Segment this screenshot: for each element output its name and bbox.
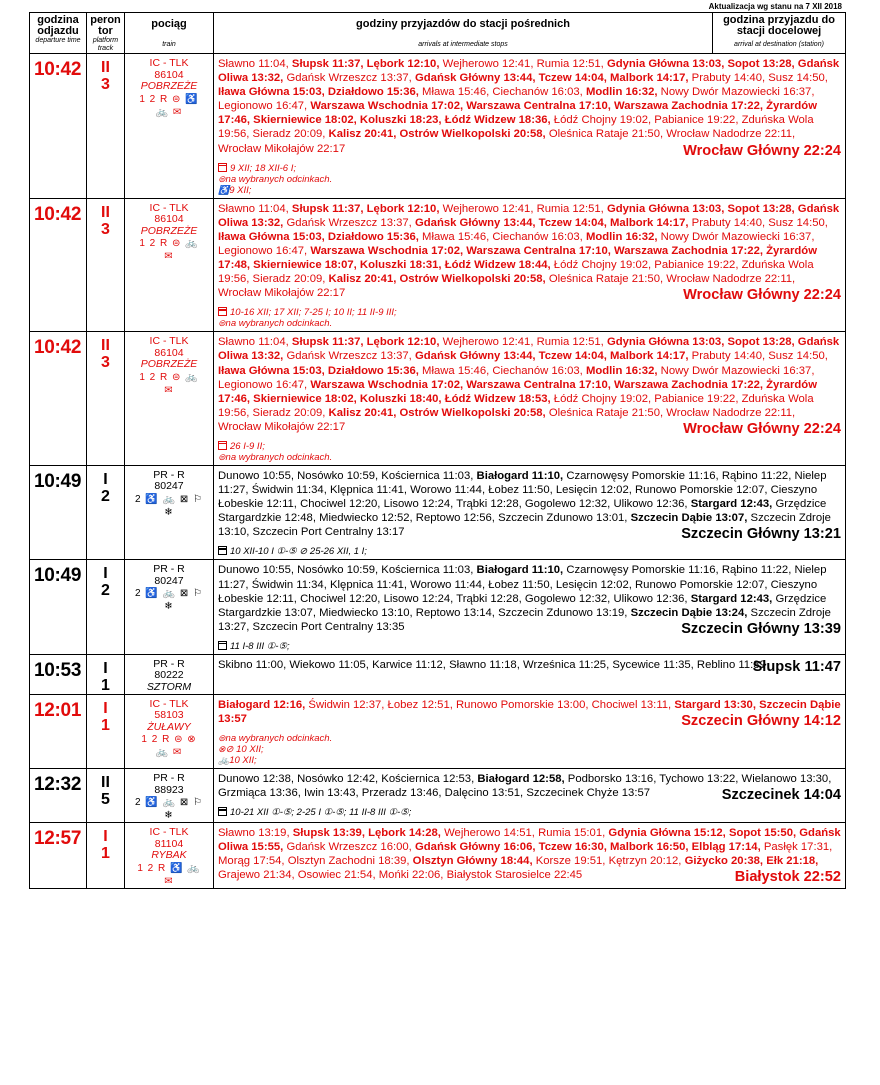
platform-track bbox=[87, 769, 125, 823]
stops-bold-stop: Stargard 12:43, bbox=[690, 592, 773, 605]
table-row bbox=[30, 465, 846, 559]
track-number: 3 bbox=[101, 354, 110, 372]
destination-arrival: Wrocław Główny 22:24 bbox=[683, 142, 841, 159]
train-info bbox=[125, 823, 214, 889]
service-icons-secondary: ❄ bbox=[164, 506, 174, 518]
stops-stop-text: Oleśnica Rataje 21:50, Wrocław Nadodrze 22:11, Wrocław Mikołajów 22:17 bbox=[218, 273, 796, 300]
intermediate-stops bbox=[214, 654, 846, 694]
stops-bold-stop: Iława Główna 15:03, Działdowo 15:36, bbox=[218, 230, 419, 243]
intermediate-stops bbox=[214, 332, 846, 466]
departure-time: 10:42 bbox=[30, 198, 87, 332]
stops-stop-text: Oleśnica Rataje 21:50, Wrocław Nadodrze 22:11, Wrocław Mikołajów 22:17 bbox=[218, 128, 796, 155]
train-number: 88923 bbox=[154, 783, 184, 796]
stops-bold-stop: Słupsk 11:37, Lębork 12:10, bbox=[291, 58, 440, 70]
platform-number: II bbox=[101, 774, 110, 792]
table-row bbox=[30, 654, 846, 694]
service-icons: 2 ♿ 🚲 ⊠ ⚐ bbox=[135, 588, 203, 600]
note-text: ⊘ 10 XII; bbox=[225, 744, 264, 756]
note-text: na wybranych odcinkach. bbox=[225, 318, 333, 330]
stops-bold-stop: Białogard 11:10, bbox=[476, 564, 564, 577]
stops-bold-stop: Warszawa Wschodnia 17:02, Warszawa Centralna 17:10, Warszawa Zachodnia 17:22, Żyrardów 17:46, Skierniewice 18:02, Koluszki 18:40, Łódź Widzew 18:53, bbox=[218, 378, 817, 405]
train-number: 80247 bbox=[154, 574, 184, 587]
notes bbox=[218, 307, 841, 329]
stops-bold-stop: Stargard 12:43, bbox=[690, 498, 773, 511]
stops-bold-stop: Stargard 13:30, Szczecin Dąbie 13:57 bbox=[218, 698, 841, 725]
stops-stop-text: Pasłęk 17:31, Morąg 17:54, Olsztyn Zachodni 18:39, bbox=[218, 841, 833, 868]
stops-stop-text: Podborsko 13:16, Tychowo 13:22, Wielanowo 13:30, Grzmiąca 13:36, Iwin 13:43, Przeradz 13:46, Dalęcino 13:51, Szczecinek Chyże 13:57 bbox=[218, 773, 832, 800]
service-icons-secondary: ✉ bbox=[164, 251, 174, 263]
stops-stop-text: Wejherowo 12:41, Rumia 12:51, bbox=[439, 336, 607, 349]
stops-bold-stop: Gdynia Główna 13:03, Sopot 13:28, Gdańsk Oliwa 13:32, bbox=[218, 202, 840, 229]
train-number: 80222 bbox=[154, 669, 184, 682]
train-category: PR - R bbox=[153, 563, 185, 576]
stops-stop-text: Prabuty 14:40, Susz 14:50, bbox=[688, 350, 828, 363]
note-line bbox=[218, 641, 841, 652]
stops-stop-text: Świdwin 12:37, Łobez 12:51, Runowo Pomorskie 13:00, Chociwel 13:11, bbox=[305, 698, 675, 711]
note-text: 10 XII; bbox=[229, 755, 257, 767]
calendar-icon bbox=[218, 641, 227, 650]
stops-bold-stop: Szczecin Dąbie 13:24, bbox=[630, 606, 748, 619]
notes bbox=[218, 641, 841, 652]
stops-stop-text: Mława 15:46, Ciechanów 16:03, bbox=[418, 86, 586, 99]
stops-list bbox=[218, 202, 841, 304]
intermediate-stops bbox=[214, 54, 846, 199]
stops-bold-stop: Warszawa Wschodnia 17:02, Warszawa Centralna 17:10, Warszawa Zachodnia 17:22, Żyrardów 17:46, Skierniewice 18:02, Koluszki 18:23, Łódź Widzew 18:36, bbox=[218, 100, 817, 127]
departure-time: 12:01 bbox=[30, 694, 87, 768]
note-text: 26 I-9 II; bbox=[230, 440, 265, 452]
stops-stop-text: Dunowo 10:55, Nosówko 10:59, Kościernica 11:03, bbox=[218, 564, 477, 577]
service-icons: 1 2 R ⊜ 🚲 bbox=[139, 371, 199, 383]
platform-number: II bbox=[101, 337, 110, 355]
stops-stop-text: Wejherowo 12:41, Rumia 12:51, bbox=[439, 202, 607, 215]
stops-list bbox=[218, 658, 841, 672]
stops-bold-stop: Modlin 16:32, bbox=[585, 230, 658, 243]
bed-icon: ⊜ bbox=[218, 451, 226, 462]
stops-stop-text: Czarnowęsy Pomorskie 11:16, Rąbino 11:22, Nielep 11:27, Świdwin 11:34, Klępnica 11:41, Worowo 11:44, Łobez 11:50, Lesięcin 12:02, Runowo Pomorskie 12:07, Cieszyno Łobeskie 12:11, Chociwel 12:20, Lisowo 12:24, Trąbki 12:28, Gogolewo 12:32, Ulikowo 12:36, bbox=[218, 564, 827, 605]
departure-time: 10:42 bbox=[30, 332, 87, 466]
stops-bold-stop: Gdynia Główna 13:03, Sopot 13:28, Gdańsk Oliwa 13:32, bbox=[218, 58, 840, 85]
note-line bbox=[218, 452, 841, 463]
note-line bbox=[218, 318, 841, 329]
destination-arrival: Szczecinek 14:04 bbox=[721, 787, 841, 804]
destination-arrival: Szczecin Główny 13:39 bbox=[681, 620, 841, 637]
note-text: 9 XII; 18 XII-6 I; bbox=[230, 162, 297, 174]
stops-stop-text: Gdańsk Wrzeszcz 13:37, bbox=[283, 350, 415, 363]
stops-bold-stop: Warszawa Wschodnia 17:02, Warszawa Centralna 17:10, Warszawa Zachodnia 17:22, Żyrardów 17:48, Skierniewice 18:07, Koluszki 18:31, Łódź Widzew 18:44, bbox=[218, 244, 817, 272]
stops-bold-stop: Gdańsk Główny 16:06, Tczew 16:30, Malbork 16:50, Elbląg 17:14, bbox=[414, 841, 761, 854]
departures-body bbox=[30, 54, 846, 889]
note-text: 10-21 XII ①-⑤; 2-25 I ①-⑤; 11 II-8 III ①-⑤; bbox=[230, 807, 412, 819]
stops-bold-stop: Modlin 16:32, bbox=[585, 364, 658, 377]
platform-track bbox=[87, 560, 125, 654]
table-row bbox=[30, 198, 846, 332]
table-row bbox=[30, 823, 846, 889]
train-number: 86104 bbox=[154, 346, 184, 359]
note-line bbox=[218, 755, 841, 766]
departure-time: 12:32 bbox=[30, 769, 87, 823]
service-icons: 2 ♿ 🚲 ⊠ ⚐ bbox=[135, 493, 203, 505]
stops-bold-stop: Słupsk 11:37, Lębork 12:10, bbox=[291, 336, 440, 349]
platform-track bbox=[87, 332, 125, 466]
header-destination: godzina przyjazdu do stacji docelowej arrival at destination (station) bbox=[713, 13, 846, 54]
calendar-icon bbox=[218, 807, 227, 816]
train-info bbox=[125, 654, 214, 694]
calendar-icon bbox=[218, 163, 227, 172]
note-text: 11 I-8 III ①-⑤; bbox=[230, 640, 290, 652]
stops-stop-text: Korsze 19:51, Kętrzyn 20:12, bbox=[532, 855, 685, 868]
table-row bbox=[30, 560, 846, 654]
train-name: POBRZEŻE bbox=[140, 80, 198, 92]
stops-stop-text: Prabuty 14:40, Susz 14:50, bbox=[688, 72, 828, 85]
note-text: 9 XII; bbox=[229, 184, 252, 196]
train-category: IC - TLK bbox=[149, 826, 189, 839]
train-info bbox=[125, 465, 214, 559]
stops-bold-stop: Słupsk 11:37, Lębork 12:10, bbox=[291, 202, 440, 215]
stops-stop-text: Szczecin Zdroje 13:27, Szczecin Port Centralny 13:35 bbox=[218, 606, 831, 633]
stops-bold-stop: Szczecin Dąbie 13:07, bbox=[630, 512, 748, 525]
stops-bold-stop: Białogard 11:10, bbox=[476, 469, 564, 482]
header-intermediate: godziny przyjazdów do stacji pośrednich arrivals at intermediate stops bbox=[214, 13, 713, 54]
track-number: 5 bbox=[101, 791, 110, 809]
stops-stop-text: Wejherowo 12:41, Rumia 12:51, bbox=[439, 58, 607, 70]
intermediate-stops bbox=[214, 465, 846, 559]
train-info bbox=[125, 560, 214, 654]
departures-table bbox=[29, 12, 846, 889]
service-icons-secondary: ❄ bbox=[164, 810, 174, 822]
destination-arrival: Słupsk 11:47 bbox=[752, 659, 841, 675]
stops-stop-text: Sławno 11:04, bbox=[218, 202, 292, 215]
stops-bold-stop: Białogard 12:58, bbox=[477, 773, 565, 786]
train-name: RYBAK bbox=[151, 849, 187, 862]
note-line bbox=[218, 307, 841, 318]
note-text: na wybranych odcinkach. bbox=[225, 733, 333, 745]
stops-bold-stop: Słupsk 13:39, Lębork 14:28, bbox=[292, 827, 441, 840]
table-row bbox=[30, 54, 846, 199]
service-icons-secondary: ✉ bbox=[164, 875, 174, 887]
stops-stop-text: Szczecin Zdroje 13:10, Szczecin Port Centralny 13:17 bbox=[218, 512, 831, 539]
train-info bbox=[125, 332, 214, 466]
stops-stop-text: Mława 15:46, Ciechanów 16:03, bbox=[418, 230, 586, 243]
header-train: pociąg train bbox=[125, 13, 214, 54]
train-number: 58103 bbox=[154, 709, 184, 722]
train-category: IC - TLK bbox=[149, 335, 189, 348]
service-icons-secondary: ❄ bbox=[164, 601, 174, 613]
stops-bold-stop: Gdańsk Główny 13:44, Tczew 14:04, Malbork 14:17, bbox=[414, 216, 689, 229]
platform-track bbox=[87, 823, 125, 889]
stops-stop-text: Sławno 11:04, bbox=[218, 58, 292, 70]
stops-stop-text: Łódź Chojny 19:02, Pabianice 19:22, Zduńska Wola 19:56, Sieradz 20:09, bbox=[218, 259, 814, 286]
stops-stop-text: Skibno 11:00, Wiekowo 11:05, Karwice 11:12, Sławno 11:18, Wrześnica 11:25, Sycewice 11:35, Reblino 11:39 bbox=[218, 658, 766, 671]
notes bbox=[218, 733, 841, 766]
stops-stop-text: Nowy Dwór Mazowiecki 16:37, Legionowo 16:47, bbox=[218, 230, 815, 257]
platform-track bbox=[87, 694, 125, 768]
departure-time: 10:49 bbox=[30, 560, 87, 654]
platform-number: I bbox=[103, 828, 108, 846]
notes bbox=[218, 441, 841, 463]
train-category: IC - TLK bbox=[149, 201, 189, 214]
service-icons: 1 2 R ⊜ ⊗ bbox=[141, 734, 197, 746]
stops-bold-stop: Gdynia Główna 13:03, Sopot 13:28, Gdańsk Oliwa 13:32, bbox=[218, 336, 840, 363]
stops-bold-stop: Gdańsk Główny 13:44, Tczew 14:04, Malbork 14:17, bbox=[414, 350, 689, 363]
track-number: 1 bbox=[101, 845, 110, 863]
service-icons: 2 ♿ 🚲 ⊠ ⚐ bbox=[135, 797, 203, 809]
stops-stop-text: Sławno 11:04, bbox=[218, 336, 292, 349]
stops-bold-stop: Modlin 16:32, bbox=[585, 86, 658, 99]
intermediate-stops bbox=[214, 769, 846, 823]
departure-time: 12:57 bbox=[30, 823, 87, 889]
departure-time: 10:53 bbox=[30, 654, 87, 694]
note-line bbox=[218, 185, 841, 196]
track-number: 2 bbox=[101, 487, 110, 505]
stops-bold-stop: Białogard 12:16, bbox=[218, 698, 306, 711]
stops-bold-stop: Iława Główna 15:03, Działdowo 15:36, bbox=[218, 364, 419, 377]
train-category: IC - TLK bbox=[149, 697, 189, 710]
stops-stop-text: Nowy Dwór Mazowiecki 16:37, Legionowo 16:47, bbox=[218, 86, 815, 113]
stops-stop-text: Gdańsk Wrzeszcz 13:37, bbox=[283, 216, 415, 229]
stops-stop-text: Nowy Dwór Mazowiecki 16:37, Legionowo 16:47, bbox=[218, 364, 815, 391]
track-number: 2 bbox=[101, 582, 110, 600]
service-icons: 1 2 R ♿ 🚲 bbox=[137, 862, 201, 874]
calendar-icon bbox=[218, 307, 227, 316]
train-info bbox=[125, 54, 214, 199]
platform-number: I bbox=[103, 699, 108, 717]
train-info bbox=[125, 769, 214, 823]
stops-stop-text: Dunowo 10:55, Nosówko 10:59, Kościernica 11:03, bbox=[218, 469, 477, 482]
stops-stop-text: Łódź Chojny 19:02, Pabianice 19:22, Zduńska Wola 19:56, Sieradz 20:09, bbox=[218, 392, 814, 419]
platform-track bbox=[87, 54, 125, 199]
stops-list bbox=[218, 57, 841, 156]
stops-stop-text: Grzędzice Stargardzkie 13:07, Miedwiecko 13:10, Reptowo 13:14, Szczecin Zdunowo 13:19, bbox=[218, 592, 827, 619]
intermediate-stops bbox=[214, 560, 846, 654]
note-line bbox=[218, 733, 841, 744]
wheelchair-icon: ♿ bbox=[218, 184, 230, 195]
train-category: PR - R bbox=[153, 772, 185, 785]
train-number: 80247 bbox=[154, 480, 184, 493]
train-category: PR - R bbox=[153, 657, 185, 670]
train-info bbox=[125, 694, 214, 768]
destination-arrival: Białystok 22:52 bbox=[734, 869, 841, 886]
train-name: POBRZEŻE bbox=[140, 224, 198, 237]
platform-number: II bbox=[101, 59, 110, 76]
stops-stop-text: Gdańsk Wrzeszcz 16:00, bbox=[283, 841, 415, 854]
track-number: 1 bbox=[101, 716, 110, 734]
stops-bold-stop: Kalisz 20:41, Ostrów Wielkopolski 20:58, bbox=[328, 273, 546, 286]
stops-stop-text: Dunowo 12:38, Nosówko 12:42, Kościernica 12:53, bbox=[218, 773, 478, 786]
platform-track bbox=[87, 198, 125, 332]
note-text: na wybranych odcinkach. bbox=[225, 173, 333, 185]
destination-arrival: Wrocław Główny 22:24 bbox=[683, 287, 841, 304]
platform-number: I bbox=[103, 659, 108, 677]
platform-number: II bbox=[101, 203, 110, 221]
train-name: POBRZEŻE bbox=[140, 358, 198, 371]
service-icons-secondary: ✉ bbox=[164, 384, 174, 396]
service-icons-secondary: 🚲 ✉ bbox=[155, 106, 183, 118]
train-number: 81104 bbox=[154, 837, 184, 850]
track-number: 3 bbox=[101, 220, 110, 238]
platform-track bbox=[87, 465, 125, 559]
stops-bold-stop: Kalisz 20:41, Ostrów Wielkopolski 20:58, bbox=[328, 406, 546, 419]
table-row bbox=[30, 769, 846, 823]
note-line bbox=[218, 163, 841, 174]
notes bbox=[218, 163, 841, 196]
note-line bbox=[218, 441, 841, 452]
train-name: SZTORM bbox=[146, 680, 192, 693]
note-line bbox=[218, 807, 841, 818]
track-number: 1 bbox=[101, 676, 110, 694]
stops-bold-stop: Gdańsk Główny 13:44, Tczew 14:04, Malbork 14:17, bbox=[414, 72, 689, 85]
stops-stop-text: Łódź Chojny 19:02, Pabianice 19:22, Zduńska Wola 19:56, Sieradz 20:09, bbox=[218, 114, 814, 141]
bed-icon: ⊜ bbox=[218, 173, 226, 184]
note-line bbox=[218, 174, 841, 185]
departure-time: 10:42 bbox=[30, 54, 87, 199]
update-note: Aktualizacja wg stanu na 7 XII 2018 bbox=[708, 2, 842, 11]
destination-arrival: Szczecin Główny 13:21 bbox=[681, 526, 841, 543]
calendar-icon bbox=[218, 546, 227, 555]
note-line bbox=[218, 546, 841, 557]
stops-bold-stop: Giżycko 20:38, Ełk 21:18, bbox=[684, 855, 819, 868]
stops-stop-text: Oleśnica Rataje 21:50, Wrocław Nadodrze 22:11, Wrocław Mikołajów 22:17 bbox=[218, 406, 796, 433]
departure-time: 10:49 bbox=[30, 465, 87, 559]
destination-arrival: Szczecin Główny 14:12 bbox=[681, 713, 841, 730]
service-icons: 1 2 R ⊜ 🚲 bbox=[139, 238, 199, 250]
train-category: PR - R bbox=[153, 468, 185, 481]
train-info bbox=[125, 198, 214, 332]
platform-number: I bbox=[103, 470, 108, 488]
train-category: IC - TLK bbox=[149, 57, 189, 69]
bed-icon: ⊜ bbox=[218, 733, 226, 744]
track-number: 3 bbox=[101, 76, 110, 93]
stops-bold-stop: Iława Główna 15:03, Działdowo 15:36, bbox=[218, 86, 419, 99]
notes bbox=[218, 807, 841, 818]
bike-icon: 🚲 bbox=[218, 755, 230, 766]
header-row bbox=[30, 13, 846, 54]
header-departure: godzina odjazdu departure time bbox=[30, 13, 87, 54]
stops-stop-text: Grzędzice Stargardzkie 12:48, Miedwiecko 12:52, Reptowo 12:56, Szczecin Zdunowo 13:01, bbox=[218, 498, 827, 525]
service-icons: 1 2 R ⊜ ♿ bbox=[139, 93, 199, 105]
train-number: 86104 bbox=[154, 213, 184, 226]
platform-track bbox=[87, 654, 125, 694]
platform-number: I bbox=[103, 565, 108, 583]
stops-stop-text: Wejherowo 14:51, Rumia 15:01, bbox=[440, 827, 609, 840]
note-text: 10 XII-10 I ①-⑤ ⊘ 25-26 XII, 1 I; bbox=[230, 546, 367, 558]
stops-stop-text: Czarnowęsy Pomorskie 11:16, Rąbino 11:22, Nielep 11:27, Świdwin 11:34, Klępnica 11:41, Worowo 11:44, Łobez 11:50, Lesięcin 12:02, Runowo Pomorskie 12:07, Cieszyno Łobeskie 12:11, Chociwel 12:20, Lisowo 12:24, Trąbki 12:28, Gogolewo 12:32, Ulikowo 12:36, bbox=[218, 469, 827, 511]
calendar-icon bbox=[218, 441, 227, 450]
stops-bold-stop: Gdynia Główna 15:12, Sopot 15:50, Gdańsk Oliwa 15:55, bbox=[218, 827, 841, 854]
service-icons-secondary: 🚲 ✉ bbox=[155, 747, 183, 759]
note-text: na wybranych odcinkach. bbox=[225, 451, 333, 463]
intermediate-stops bbox=[214, 694, 846, 768]
stops-stop-text: Prabuty 14:40, Susz 14:50, bbox=[688, 216, 828, 229]
note-text: 10-16 XII; 17 XII; 7-25 I; 10 II; 11 II-9 III; bbox=[230, 307, 397, 319]
note-line bbox=[218, 744, 841, 755]
train-number: 86104 bbox=[154, 68, 184, 81]
stops-bold-stop: Kalisz 20:41, Ostrów Wielkopolski 20:58, bbox=[328, 128, 546, 141]
stops-stop-text: Sławno 13:19, bbox=[218, 827, 293, 840]
stops-stop-text: Mława 15:46, Ciechanów 16:03, bbox=[418, 364, 586, 377]
stops-stop-text: Gdańsk Wrzeszcz 13:37, bbox=[283, 72, 415, 85]
notes bbox=[218, 546, 841, 557]
intermediate-stops bbox=[214, 198, 846, 332]
restaurant-icon: ⊗ bbox=[218, 744, 226, 755]
stops-bold-stop: Olsztyn Główny 18:44, bbox=[412, 855, 533, 868]
bed-icon: ⊜ bbox=[218, 318, 226, 329]
train-name: ŻUŁAWY bbox=[147, 720, 191, 733]
destination-arrival: Wrocław Główny 22:24 bbox=[683, 420, 841, 437]
stops-list bbox=[218, 335, 841, 434]
intermediate-stops bbox=[214, 823, 846, 889]
table-row bbox=[30, 694, 846, 768]
header-platform: peron tor platform track bbox=[87, 13, 125, 54]
stops-stop-text: Grajewo 21:34, Osowiec 21:54, Mońki 22:06, Białystok Starosielce 22:45 bbox=[218, 869, 583, 882]
table-row bbox=[30, 332, 846, 466]
